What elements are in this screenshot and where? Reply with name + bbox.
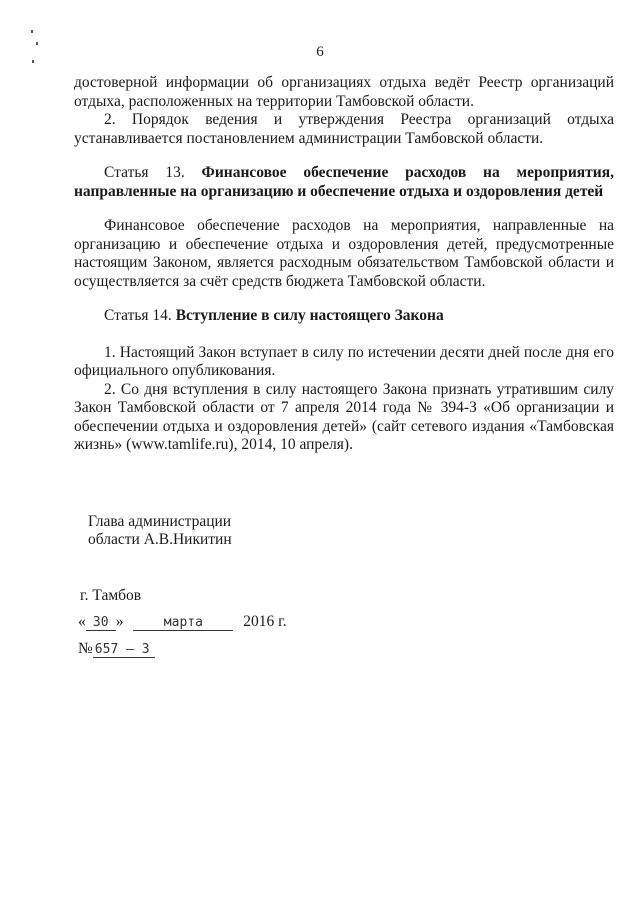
article-13-label: Статья 13. — [104, 164, 185, 181]
article-14-item-1: 1. Настоящий Закон вступает в силу по истечении десяти дней после дня его официального опубликования. — [74, 343, 614, 379]
article-14-label: Статья 14. — [104, 307, 172, 324]
article-14-title: Вступление в силу настоящего Закона — [175, 307, 444, 324]
law-number-prefix: № — [78, 639, 93, 657]
paragraph-registry-procedure: 2. Порядок ведения и утверждения Реестра организаций отдыха устанавливается постановлением администрации Тамбовской области. — [74, 111, 614, 147]
document-body — [74, 74, 614, 658]
date-month: марта — [133, 616, 233, 631]
scan-speck — [31, 30, 33, 33]
date-year: 2016 г. — [243, 613, 287, 630]
signing-date — [78, 613, 614, 632]
article-13-heading — [74, 164, 614, 201]
date-day: 30 — [86, 616, 116, 631]
article-13-text: Финансовое обеспечение расходов на мероприятия, направленные на организацию и обеспечение отдыха и оздоровления детей, предусмотренные настоящим Законом, является расходным обязательством Тамбовской области и осуществляется за счёт средств бюджета Тамбовской области. — [74, 217, 614, 290]
law-number-value: 657 – З — [93, 643, 155, 658]
date-close-quote: » — [115, 613, 124, 630]
scan-speck — [32, 60, 34, 63]
date-open-quote: « — [78, 613, 86, 630]
signature-name: области А.В.Никитин — [88, 530, 232, 548]
scan-speck — [36, 42, 38, 45]
signature-block — [88, 513, 614, 549]
page-number: 6 — [316, 44, 324, 60]
paragraph-registry-continuation: достоверной информации об организациях отдыха ведёт Реестр организаций отдыха, расположенных на территории Тамбовской области. — [74, 74, 614, 110]
city-label: г. Тамбов — [80, 586, 142, 604]
signature-position: Глава администрации — [88, 512, 232, 530]
article-14-item-2: 2. Со дня вступления в силу настоящего Закона признать утратившим силу Закон Тамбовской области от 7 апреля 2014 года № 394-З «Об организации и обеспечении отдыха и оздоровления детей» (сайт сетевого издания «Тамбовская жизнь» (www.tamlife.ru), 2014, 10 апреля). — [74, 380, 614, 453]
article-13-title: Финансовое обеспечение расходов на мероприятия, направленные на организацию и обеспечение отдыха и оздоровления детей — [74, 164, 614, 200]
article-14-heading — [74, 307, 614, 326]
law-number — [78, 640, 614, 659]
